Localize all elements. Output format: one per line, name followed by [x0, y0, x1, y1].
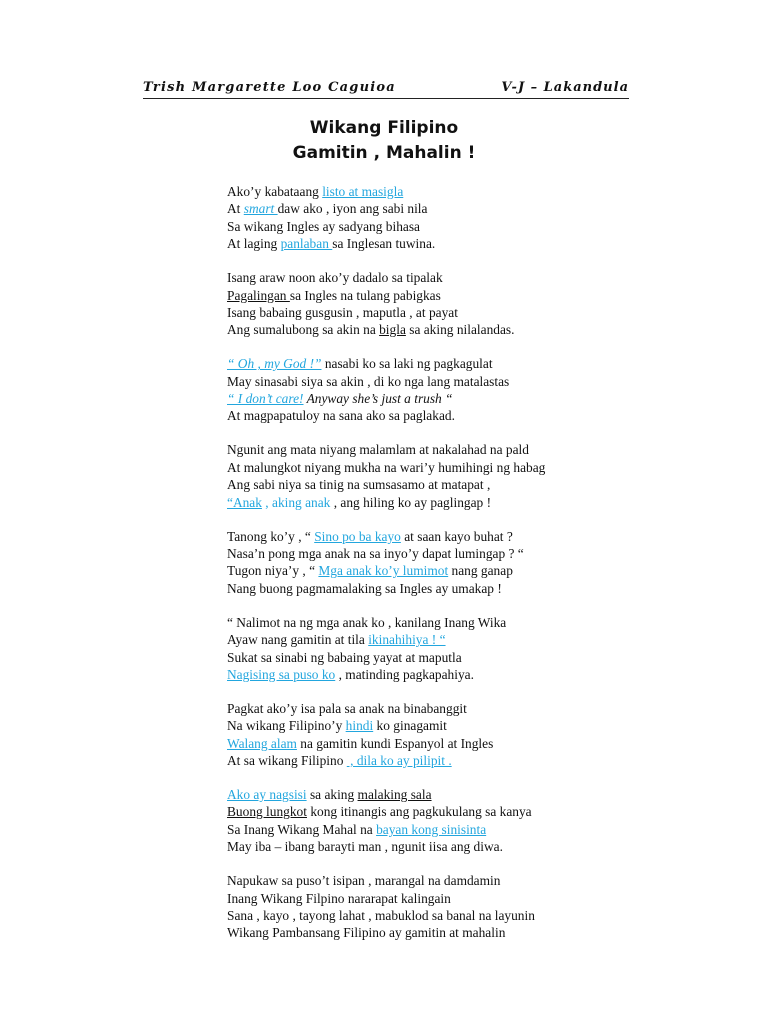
stanza: [227, 614, 627, 684]
line-text: May iba – ibang barayti man , ngunit iisa ang diwa.: [227, 839, 503, 855]
highlighted-phrase: smart: [243, 201, 278, 217]
line-text: kong itinangis ang pagkukulang sa kanya: [306, 804, 532, 820]
line-text: sa Inglesan tuwina.: [332, 236, 436, 252]
line-text: Isang babaing gusgusin , maputla , at payat: [227, 304, 458, 320]
line-text: ko ginagamit: [373, 718, 447, 734]
line-text: Sa Inang Wikang Mahal na: [227, 821, 377, 837]
line-text: Pagkat ako’y isa pala sa anak na binabanggit: [227, 700, 467, 716]
poem-line: [227, 528, 627, 545]
line-text: Sukat sa sinabi ng babaing yayat at maputla: [227, 649, 462, 665]
line-text: nang ganap: [448, 563, 513, 579]
highlighted-phrase: Pagalingan: [227, 287, 290, 303]
line-text: Ngunit ang mata niyang malamlam at nakalahad na pald: [227, 442, 529, 458]
highlighted-phrase: aking anak: [272, 494, 331, 510]
poem-line: [227, 786, 627, 803]
poem-line: [227, 235, 627, 252]
line-text: sa Ingles na tulang pabigkas: [289, 287, 441, 303]
highlighted-phrase: Anyway she’s just a trush “: [303, 391, 453, 407]
line-text: Napukaw sa puso’t isipan , marangal na damdamin: [227, 873, 501, 889]
stanza: [227, 528, 627, 598]
line-text: na gamitin kundi Espanyol at Ingles: [296, 735, 494, 751]
line-text: sa aking: [306, 787, 358, 803]
line-text: “ Nalimot na ng mga anak ko , kanilang Inang Wika: [227, 614, 507, 630]
line-text: Tugon niya’y , “: [227, 563, 319, 579]
stanza: [227, 700, 627, 770]
poem-line: [227, 752, 627, 769]
poem-line: [227, 494, 627, 511]
stanza: [227, 872, 627, 942]
stanza: [227, 786, 627, 856]
line-text: Inang Wikang Filpino nararapat kalingain: [227, 890, 451, 906]
highlighted-phrase: , dila ko ay pilipit .: [346, 753, 452, 769]
poem-title: Wikang Filipino: [309, 118, 459, 138]
poem-line: [227, 666, 627, 683]
poem-line: [227, 355, 627, 372]
highlighted-phrase: Mga anak ko’y lumimot: [318, 563, 449, 579]
poem-line: [227, 459, 627, 476]
highlighted-phrase: Ako ay nagsisi: [227, 787, 307, 803]
poem-line: [227, 717, 627, 734]
line-text: At sa wikang Filipino: [227, 753, 347, 769]
poem-line: [227, 700, 627, 717]
poem-line: [227, 476, 627, 493]
line-text: Ayaw nang gamitin at tila: [227, 632, 369, 648]
line-text: , ang hiling ko ay paglingap !: [330, 494, 492, 510]
line-text: Ako’y kabataang: [227, 184, 323, 199]
line-text: Tanong ko’y , “: [227, 528, 315, 544]
poem-subtitle: Gamitin , Mahalin !: [292, 143, 476, 163]
poem-line: [227, 735, 627, 752]
poem-line: [227, 803, 627, 820]
highlighted-phrase: Buong lungkot: [227, 804, 307, 820]
poem-line: [227, 649, 627, 666]
highlighted-phrase: bigla: [379, 322, 406, 338]
poem-line: [227, 200, 627, 217]
highlighted-phrase: malaking sala: [357, 787, 432, 803]
author-name: Trish Margarette Loo Caguioa: [143, 80, 396, 95]
highlighted-phrase: “ Oh , my God !”: [227, 356, 322, 372]
poem-line: [227, 545, 627, 562]
line-text: Sa wikang Ingles ay sadyang bihasa: [227, 218, 421, 234]
poem-line: [227, 872, 627, 889]
poem-line: [227, 407, 627, 424]
poem-line: [227, 562, 627, 579]
poem-line: [227, 390, 627, 407]
line-text: sa aking nilalandas.: [405, 322, 515, 338]
line-text: Ang sabi niya sa tinig na sumsasamo at matapat ,: [227, 477, 491, 493]
highlighted-phrase: listo at masigla: [322, 184, 404, 199]
line-text: Nasa’n pong mga anak na sa inyo’y dapat lumingap ? “: [227, 546, 524, 562]
poem-body: [227, 183, 627, 958]
highlighted-phrase: “Anak: [227, 494, 262, 510]
stanza: [227, 269, 627, 339]
line-text: At malungkot niyang mukha na wari’y humihingi ng habag: [227, 459, 546, 475]
poem-line: [227, 441, 627, 458]
line-text: , matinding pagkapahiya.: [335, 666, 474, 682]
highlighted-phrase: “ I don’t care!: [227, 391, 304, 407]
line-text: May sinasabi siya sa akin , di ko nga lang matalastas: [227, 373, 510, 389]
poem-line: [227, 580, 627, 597]
poem-line: [227, 890, 627, 907]
header-line: [143, 78, 629, 99]
poem-line: [227, 614, 627, 631]
line-text: nasabi ko sa laki ng pagkagulat: [321, 356, 493, 372]
poem-line: [227, 631, 627, 648]
highlighted-phrase: Walang alam: [227, 735, 297, 751]
highlighted-phrase: ikinahihiya ! “: [368, 632, 446, 648]
line-text: Wikang Pambansang Filipino ay gamitin at mahalin: [227, 925, 506, 941]
poem-line: [227, 218, 627, 235]
line-text: daw ako , iyon ang sabi nila: [277, 201, 428, 217]
highlighted-phrase: bayan kong sinisinta: [376, 821, 487, 837]
section-name: V-J – Lakandula: [501, 80, 629, 95]
line-text: Na wikang Filipino’y: [227, 718, 346, 734]
stanza: [227, 183, 627, 253]
poem-line: [227, 304, 627, 321]
stanza: [227, 355, 627, 425]
line-text: Nang buong pagmamalaking sa Ingles ay umakap !: [227, 580, 502, 596]
highlighted-phrase: Sino po ba kayo: [314, 528, 401, 544]
line-text: At: [227, 201, 244, 217]
line-text: at saan kayo buhat ?: [400, 528, 513, 544]
poem-line: [227, 287, 627, 304]
highlighted-phrase: ,: [261, 494, 272, 510]
line-text: Isang araw noon ako’y dadalo sa tipalak: [227, 270, 443, 286]
poem-line: [227, 183, 627, 200]
poem-line: [227, 821, 627, 838]
poem-line: [227, 373, 627, 390]
poem-line: [227, 321, 627, 338]
highlighted-phrase: hindi: [345, 718, 374, 734]
poem-line: [227, 269, 627, 286]
highlighted-phrase: panlaban: [280, 236, 333, 252]
line-text: At magpapatuloy na sana ako sa paglakad.: [227, 408, 455, 424]
line-text: Sana , kayo , tayong lahat , mabuklod sa banal na layunin: [227, 908, 535, 924]
poem-line: [227, 907, 627, 924]
highlighted-phrase: Nagising sa puso ko: [227, 666, 336, 682]
poem-line: [227, 924, 627, 941]
line-text: At laging: [227, 236, 281, 252]
line-text: Ang sumalubong sa akin na: [227, 322, 380, 338]
stanza: [227, 441, 627, 511]
poem-line: [227, 838, 627, 855]
